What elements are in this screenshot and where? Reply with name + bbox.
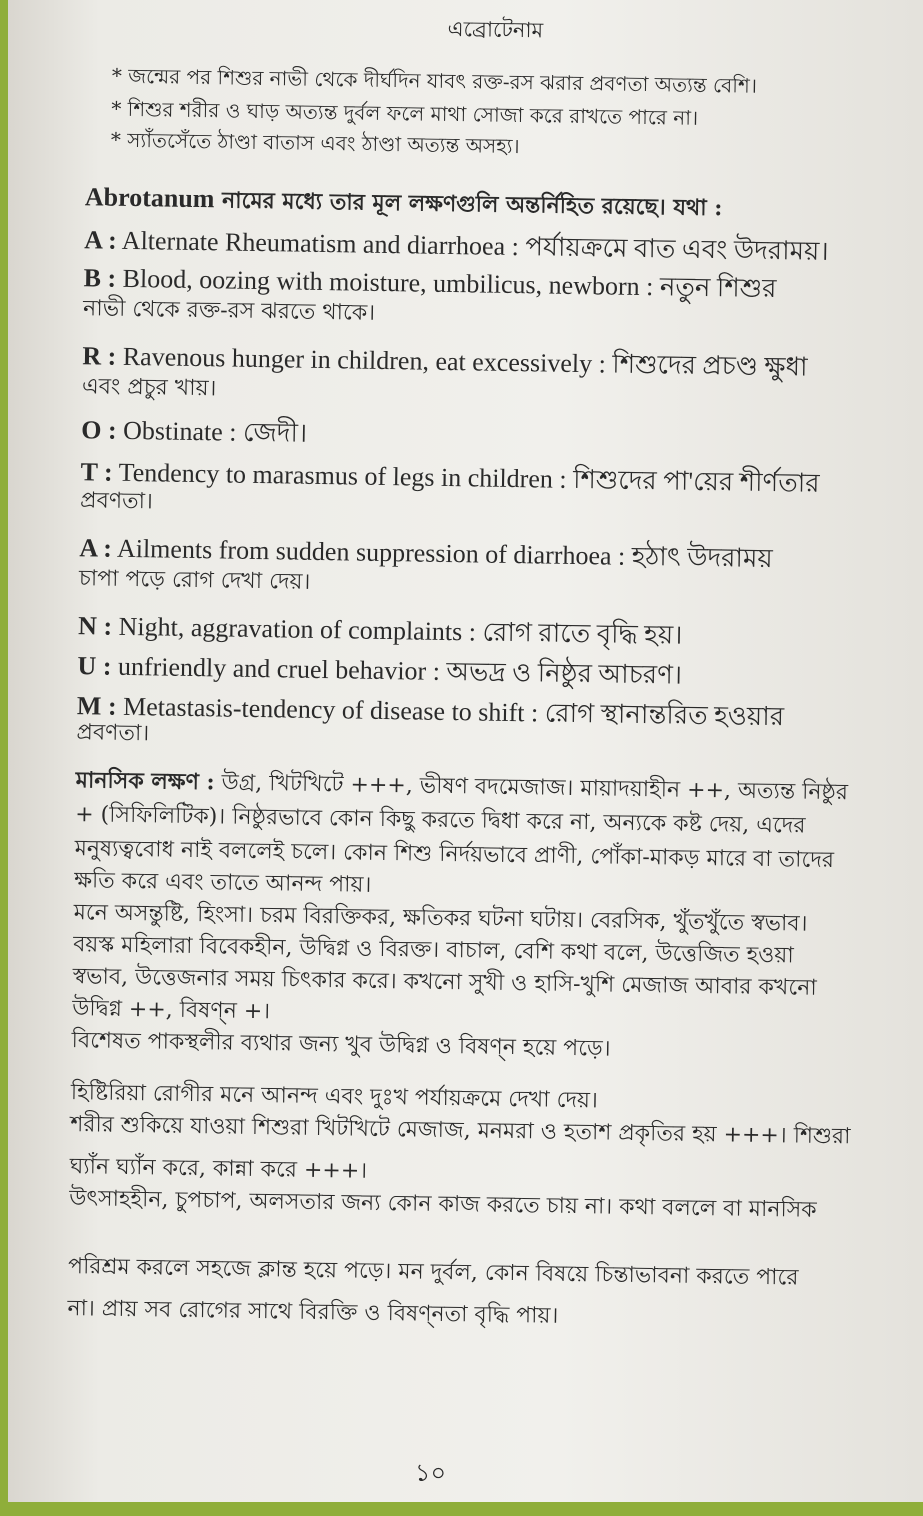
bullet-1: * জন্মের পর শিশুর নাভী থেকে দীর্ঘদিন যাবৎ রক্ত-রস ঝরার প্রবণতা অত্যন্ত বেশি। [111, 63, 758, 98]
acrostic-letter: A : [79, 533, 113, 563]
acrostic-letter: U : [77, 651, 112, 681]
acrostic-continuation: এবং প্রচুর খায়। [81, 374, 217, 402]
mental-symptom-line: মনুষ্যত্ববোধ নাই বললেই চলে। কোন শিশু নির্দয়ভাবে প্রাণী, পোঁকা-মাকড় মারে বা তাদের [74, 836, 835, 874]
acrostic-letter: T : [80, 457, 113, 487]
bullet-2: * শিশুর শরীর ও ঘাড় অত্যন্ত দুর্বল ফলে মাথা সোজা করে রাখতে পারে না। [111, 96, 699, 130]
mental-text: উগ্র, খিটখিটে +++, ভীষণ বদমেজাজ। মায়াদয়াহীন ++, অত্যন্ত নিষ্ঠুর [214, 770, 849, 806]
acrostic-letter: A : [84, 225, 117, 255]
bullet-3: * স্যাঁতসেঁতে ঠাণ্ডা বাতাস এবং ঠাণ্ডা অত্যন্ত অসহ্য। [110, 127, 520, 159]
mental-symptom-line: মনে অসন্তুষ্টি, হিংসা। চরম বিরক্তিকর, ক্ষতিকর ঘটনা ঘটায়। বেরসিক, খুঁতখুঁতে স্বভাব। [73, 900, 808, 937]
mental-symptom-line: ঘ্যাঁন ঘ্যাঁন করে, কান্না করে +++। [69, 1154, 368, 1184]
acrostic-text: Ravenous hunger in children, eat excessively : শিশুদের প্রচণ্ড ক্ষুধা [116, 341, 808, 382]
mental-symptom-line: উৎসাহহীন, চুপচাপ, অলসতার জন্য কোন কাজ করতে চায় না। কথা বললে বা মানসিক [68, 1186, 817, 1223]
acrostic-continuation: প্রবণতা। [79, 488, 154, 515]
mental-symptom-line: পরিশ্রম করলে সহজে ক্লান্ত হয়ে পড়ে। মন দুর্বল, কোন বিষয়ে চিন্তাভাবনা করতে পারে [67, 1254, 799, 1291]
mental-symptom-line: না। প্রায় সব রোগের সাথে বিরক্তি ও বিষণ্নতা বৃদ্ধি পায়। [67, 1296, 559, 1329]
acrostic-letter: O : [81, 415, 117, 445]
acrostic-entry [81, 409, 308, 457]
acrostic-entry [80, 451, 820, 507]
mental-symptom-line: উদ্বিগ্ন ++, বিষণ্ন +। [71, 996, 271, 1025]
acrostic-letter: R : [82, 341, 117, 371]
mental-symptom-line: ক্ষতি করে এবং তাতে আনন্দ পায়। [73, 868, 372, 898]
running-header: এব্রোটেনাম [447, 16, 544, 43]
mental-symptom-line: + (সিফিলিটিক)। নিষ্ঠুরভাবে কোন কিছু করতে দ্বিধা করে না, অন্যকে কষ্ট দেয়, এদের [75, 802, 806, 839]
acrostic-letter: N : [77, 611, 113, 641]
acrostic-text: Tendency to marasmus of legs in children : শিশুদের পা'য়ের শীর্ণতার [112, 457, 820, 498]
acrostic-continuation: চাপা পড়ে রোগ দেখা দেয়। [78, 566, 311, 595]
acrostic-continuation: নাভী থেকে রক্ত-রস ঝরতে থাকে। [82, 296, 376, 326]
acrostic-text: Obstinate : জেদী। [116, 415, 308, 448]
book-page [8, 0, 923, 1502]
acrostic-letter: M : [76, 691, 117, 721]
mental-label: মানসিক লক্ষণ : [75, 767, 215, 796]
mental-symptom-line: বিশেষত পাকস্থলীর ব্যথার জন্য খুব উদ্বিগ্ন ও বিষণ্ন হয়ে পড়ে। [71, 1028, 611, 1062]
intro-text: নামের মধ্যে তার মূল লক্ষণগুলি অন্তর্নিহিত রয়েছে। যথা : [214, 187, 723, 222]
acrostic-continuation: প্রবণতা। [76, 720, 150, 747]
mental-symptom-line: শরীর শুকিয়ে যাওয়া শিশুরা খিটখিটে মেজাজ, মনমরা ও হতাশ প্রকৃতির হয় +++। শিশুরা [70, 1112, 851, 1150]
acrostic-text: unfriendly and cruel behavior : অভদ্র ও নিষ্ঠুর আচরণ। [111, 651, 683, 690]
remedy-name: Abrotanum [84, 182, 215, 214]
mental-symptom-line: হিষ্টিরিয়া রোগীর মনে আনন্দ এবং দুঃখ পর্যায়ক্রমে দেখা দেয়। [70, 1080, 599, 1114]
mental-symptom-line: বয়স্ক মহিলারা বিবেকহীন, উদ্বিগ্ন ও বিরক্ত। বাচাল, বেশি কথা বলে, উত্তেজিত হওয়া [72, 932, 794, 969]
acrostic-letter: B : [83, 263, 117, 293]
page-number: ১০ [414, 1458, 447, 1488]
acrostic-text: Alternate Rheumatism and diarrhoea : পর্যায়ক্রমে বাত এবং উদরাময়। [116, 225, 829, 266]
mental-symptom-line: স্বভাব, উত্তেজনার সময় চিৎকার করে। কখনো সুখী ও হাসি-খুশি মেজাজ আবার কখনো [72, 964, 817, 1001]
acrostic-text: Blood, oozing with moisture, umbilicus, newborn : নতুন শিশুর [115, 263, 777, 304]
acrostic-text: Night, aggravation of complaints : রোগ রাতে বৃদ্ধি হয়। [111, 611, 683, 650]
acrostic-text: Ailments from sudden suppression of diarrhoea : হঠাৎ উদরাময় [111, 533, 773, 574]
acrostic-text: Metastasis-tendency of disease to shift : রোগ স্থানান্তরিত হওয়ার [116, 691, 785, 732]
